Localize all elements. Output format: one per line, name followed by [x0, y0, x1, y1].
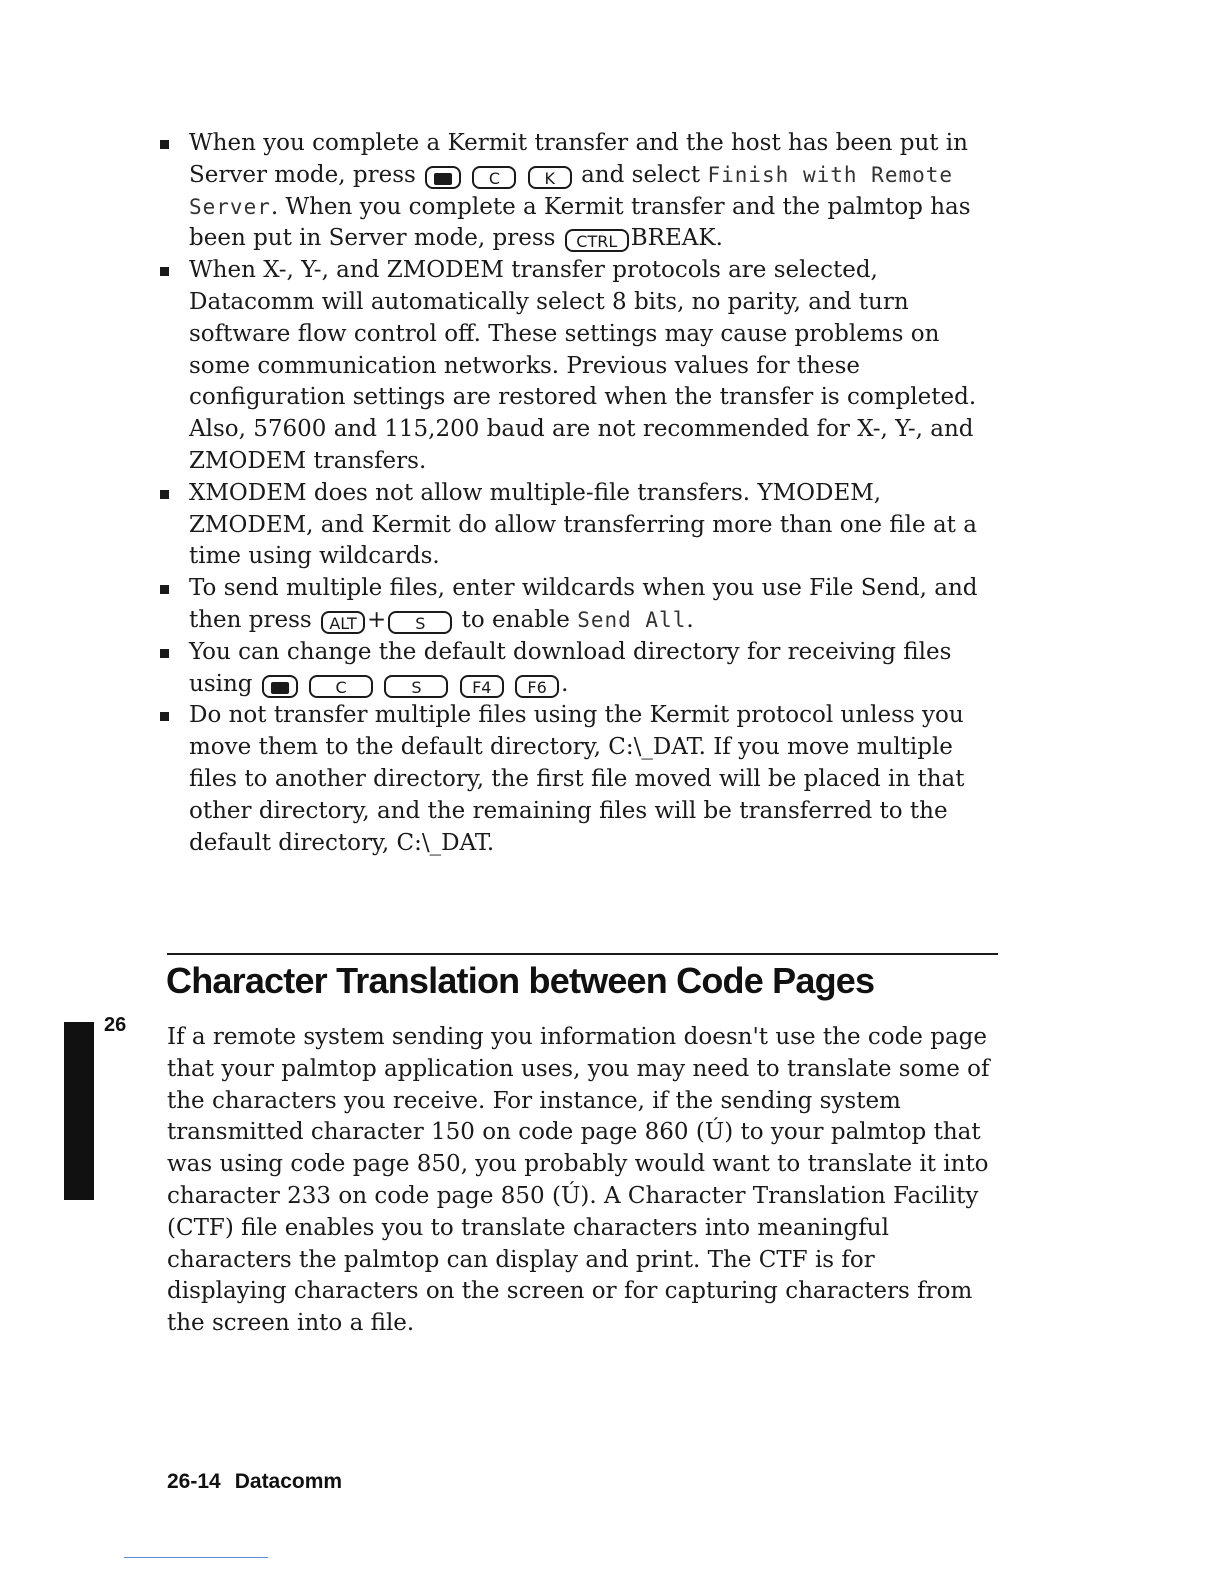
key-ctrl: CTRL — [565, 229, 629, 252]
chapter-title: Datacomm — [234, 1470, 343, 1493]
bullet-protocols — [160, 255, 1000, 478]
text: to enable — [461, 606, 570, 633]
key-f6: F6 — [515, 675, 559, 698]
key-c: C — [309, 675, 373, 698]
section-paragraph: If a remote system sending you information doesn't use the code page that your palmtop application uses, you may need to translate some of the characters you receive. For instance, if the sending system transmitted character 150 on code page 860 (Ú) to your palmtop that was using code page 850, you probably would want to translate it into character 233 on code page 850 (Ú). A Character Translation Facility (CTF) file enables you to translate characters into meaningful characters the palmtop can display and print. The CTF is for displaying characters on the screen or for capturing characters from the screen into a file. — [167, 1024, 990, 1337]
scan-edge-line — [124, 1557, 268, 1558]
key-f4: F4 — [460, 675, 504, 698]
text: When you complete a Kermit transfer and the host has been put in Server mode, press — [189, 130, 968, 188]
bullet-download-dir — [160, 637, 1000, 701]
page-number: 26-14 — [167, 1470, 221, 1493]
text: XMODEM does not allow multiple-file transfers. YMODEM, ZMODEM, and Kermit do allow transferring more than one file at a time using wildcards. — [189, 479, 977, 570]
key-c: C — [472, 166, 516, 189]
bullet-xmodem — [160, 478, 1000, 573]
chapter-number: 26 — [104, 1014, 127, 1036]
text: + — [367, 606, 387, 633]
key-s: S — [384, 675, 448, 698]
chapter-tab-marker — [64, 1022, 94, 1200]
menu-option-finish: Finish with Remote Server — [189, 162, 954, 219]
text: When X-, Y-, and ZMODEM transfer protocols are selected, Datacomm will automatically select 8 bits, no parity, and turn software flow control off. These settings may cause problems on some communication networks. Previous values for these configuration settings are restored when the transfer is completed. Also, 57600 and 115,200 baud are not recommended for X-, Y-, and ZMODEM transfers. — [189, 257, 977, 474]
text: and select — [581, 161, 701, 188]
bullet-marker — [160, 140, 169, 149]
text: Do not transfer multiple files using the Kermit protocol unless you move them to the default directory, C:\_DAT. If you move multiple files to another directory, the first file moved will be placed in that other directory, and the remaining files will be transferred to the default directory, C:\_DAT. — [189, 702, 965, 856]
text: . When you complete a Kermit transfer and the palmtop has been put in Server mode, press — [189, 193, 971, 252]
bullet-marker — [160, 490, 169, 499]
bullet-list — [160, 128, 1000, 859]
bullet-marker — [160, 649, 169, 658]
section-heading: Character Translation between Code Pages — [166, 960, 875, 1001]
text: To send multiple files, enter wildcards when you use File Send, and then press — [189, 575, 978, 633]
key-alt: ALT — [321, 611, 365, 634]
text: . — [686, 606, 694, 633]
bullet-marker — [160, 712, 169, 721]
menu-option-send-all: Send All — [577, 607, 687, 632]
key-k: K — [528, 166, 572, 189]
menu-key-icon — [262, 675, 298, 698]
bullet-marker — [160, 585, 169, 594]
page-footer — [167, 1470, 342, 1494]
text: BREAK. — [630, 225, 723, 252]
section-divider — [167, 953, 998, 955]
text: . — [561, 670, 569, 697]
menu-key-icon — [425, 166, 461, 189]
bullet-send-multiple — [160, 573, 1000, 637]
bullet-kermit-default-dir — [160, 700, 1000, 859]
bullet-marker — [160, 267, 169, 276]
text: You can change the default download directory for receiving files using — [189, 638, 952, 697]
bullet-kermit-finish — [160, 128, 1000, 255]
key-s: S — [388, 611, 452, 634]
